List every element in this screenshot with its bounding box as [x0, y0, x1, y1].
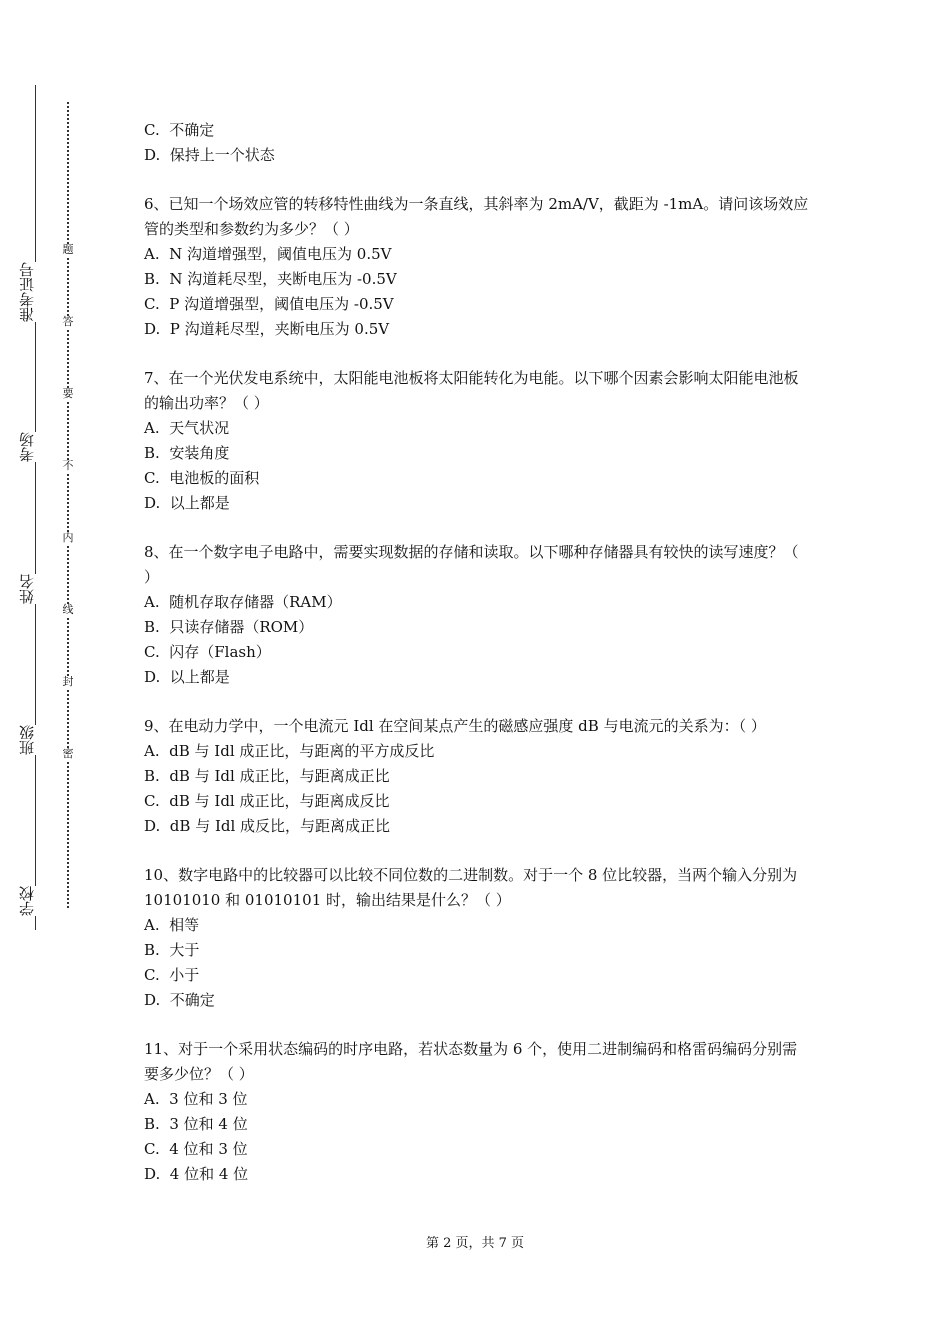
margin-field-class: 班级 — [20, 725, 50, 755]
option: A. dB 与 Idl 成正比，与距离的平方成反比 — [144, 742, 435, 760]
option: A. 3 位和 3 位 — [144, 1090, 248, 1108]
option: D. 保持上一个状态 — [144, 146, 275, 164]
question-6 — [144, 192, 809, 342]
question-5-tail — [144, 118, 809, 168]
question-9 — [144, 714, 809, 839]
question-11 — [144, 1037, 809, 1187]
option: A. 随机存取存储器（RAM） — [144, 593, 342, 611]
page-footer: 第 2 页，共 7 页 — [425, 1236, 525, 1251]
option: B. 安装角度 — [144, 444, 230, 462]
question-stem: 6、已知一个场效应管的转移特性曲线为一条直线，其斜率为 2mA/V，截距为 -1mA。请问该场效应管的类型和参数约为多少？（ ） — [144, 195, 809, 238]
option: A. N 沟道增强型，阈值电压为 0.5V — [144, 245, 392, 263]
option: D. 4 位和 4 位 — [144, 1165, 249, 1183]
question-7 — [144, 366, 809, 516]
question-10 — [144, 863, 809, 1013]
option: C. 小于 — [144, 966, 200, 984]
option: C. 4 位和 3 位 — [144, 1140, 248, 1158]
margin-field-exam-number: 准考证号 — [20, 262, 50, 322]
option: D. dB 与 Idl 成反比，与距离成正比 — [144, 817, 391, 835]
seal-char: 答 — [60, 316, 76, 328]
question-stem: 8、在一个数字电子电路中，需要实现数据的存储和读取。以下哪种存储器具有较快的读写速度？（ ） — [144, 543, 799, 586]
seal-char: 题 — [60, 244, 76, 256]
option: B. 大于 — [144, 941, 200, 959]
seal-char: 内 — [60, 532, 76, 544]
option: B. N 沟道耗尽型，夹断电压为 -0.5V — [144, 270, 397, 288]
option: A. 相等 — [144, 916, 200, 934]
option: D. P 沟道耗尽型，夹断电压为 0.5V — [144, 320, 390, 338]
seal-char: 线 — [60, 604, 76, 616]
option: C. P 沟道增强型，阈值电压为 -0.5V — [144, 295, 394, 313]
option: C. 闪存（Flash） — [144, 643, 271, 661]
option: D. 不确定 — [144, 991, 215, 1009]
option: D. 以上都是 — [144, 668, 230, 686]
option: D. 以上都是 — [144, 494, 230, 512]
question-stem: 9、在电动力学中，一个电流元 Idl 在空间某点产生的磁感应强度 dB 与电流元的关系为：（ ） — [144, 717, 766, 735]
seal-char: 不 — [60, 460, 76, 472]
option: C. 电池板的面积 — [144, 469, 260, 487]
seal-char: 密 — [60, 748, 76, 760]
option: B. 3 位和 4 位 — [144, 1115, 248, 1133]
question-list — [144, 118, 809, 1211]
margin-field-name: 姓名 — [20, 574, 50, 604]
option: B. 只读存储器（ROM） — [144, 618, 314, 636]
option: A. 天气状况 — [144, 419, 230, 437]
seal-char: 要 — [60, 388, 76, 400]
question-stem: 11、对于一个采用状态编码的时序电路，若状态数量为 6 个，使用二进制编码和格雷码编码分别需要多少位？（ ） — [144, 1040, 798, 1083]
binding-solid-line — [35, 85, 36, 930]
seal-char: 封 — [60, 676, 76, 688]
question-stem: 10、数字电路中的比较器可以比较不同位数的二进制数。对于一个 8 位比较器，当两个输入分别为 10101010 和 01010101 时，输出结果是什么？（ ） — [144, 866, 798, 909]
option: C. 不确定 — [144, 121, 215, 139]
question-8 — [144, 540, 809, 690]
margin-field-school: 学校 — [20, 886, 50, 916]
binding-dotted-line — [67, 102, 69, 908]
margin-field-exam-room: 考场 — [20, 432, 50, 462]
question-stem: 7、在一个光伏发电系统中，太阳能电池板将太阳能转化为电能。以下哪个因素会影响太阳能电池板的输出功率？（ ） — [144, 369, 799, 412]
option: B. dB 与 Idl 成正比，与距离成正比 — [144, 767, 390, 785]
option: C. dB 与 Idl 成正比，与距离成反比 — [144, 792, 390, 810]
